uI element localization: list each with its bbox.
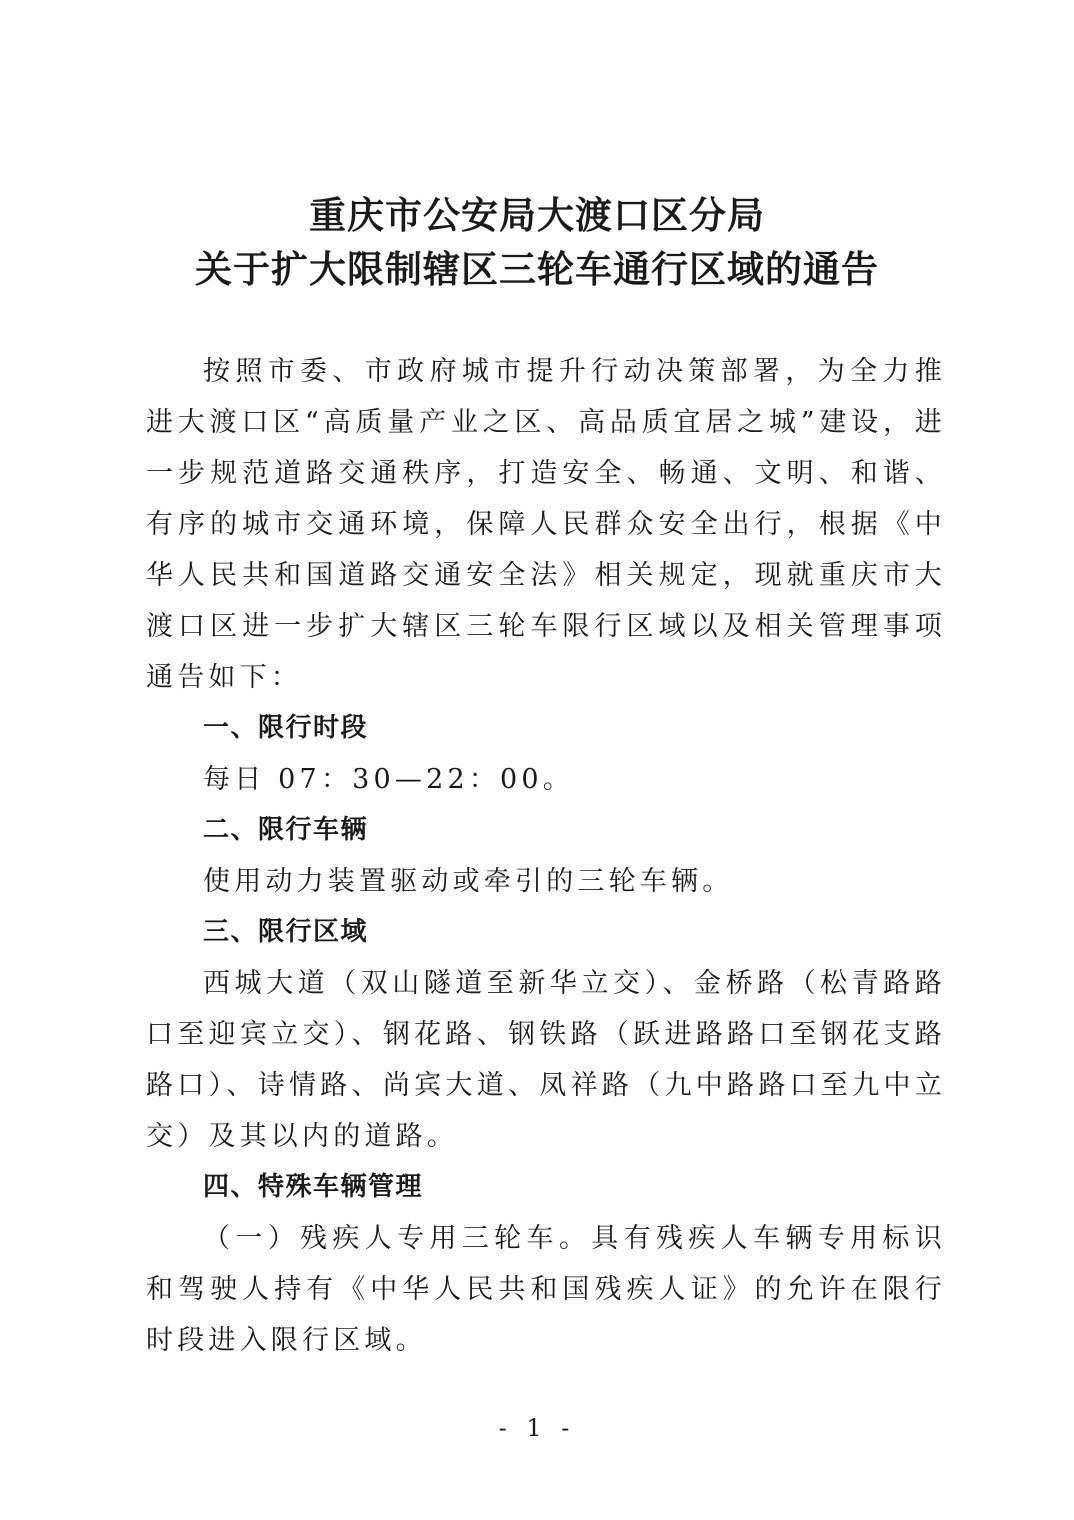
section-text-3: 西城大道（双山隧道至新华立交）、金桥路（松青路路口至迎宾立交）、钢花路、钢铁路（跃进路路口至钢花支路路口）、诗情路、尚宾大道、凤祥路（九中路路口至九中立交）及其以内的道路。 <box>146 968 946 1152</box>
section-heading-2: 二、限行车辆 <box>203 815 369 845</box>
document-title-line2: 关于扩大限制辖区三轮车通行区域的通告 <box>195 248 879 291</box>
intro-paragraph: 按照市委、市政府城市提升行动决策部署，为全力推进大渡口区“高质量产业之区、高品质宜居之城”建设，进一步规范道路交通秩序，打造安全、畅通、文明、和谐、有序的城市交通环境，保障人民群众安全出行，根据《中华人民共和国道路交通安全法》相关规定，现就重庆市大渡口区进一步扩大辖区三轮车限行区域以及相关管理事项通告如下： <box>146 356 946 693</box>
section-heading-4: 四、特殊车辆管理 <box>203 1172 424 1202</box>
section-text-4: （一）残疾人专用三轮车。具有残疾人车辆专用标识和驾驶人持有《中华人民共和国残疾人证》的允许在限行时段进入限行区域。 <box>146 1223 946 1356</box>
section-text-1: 每日 07：30—22：00。 <box>203 764 575 795</box>
document-body <box>146 346 946 1366</box>
page-number: - 1 - <box>498 1414 576 1442</box>
document-title-line1: 重庆市公安局大渡口区分局 <box>309 194 765 237</box>
section-heading-1: 一、限行时段 <box>203 713 369 743</box>
section-text-2: 使用动力装置驱动或牵引的三轮车辆。 <box>203 866 734 897</box>
section-heading-3: 三、限行区域 <box>203 917 369 947</box>
